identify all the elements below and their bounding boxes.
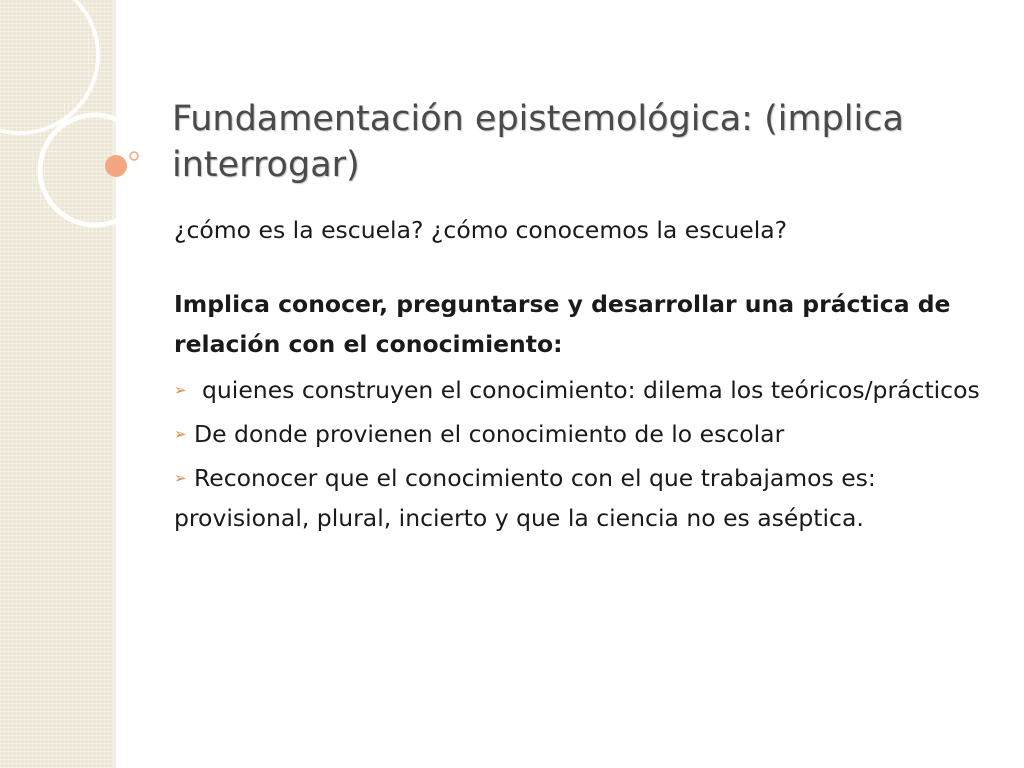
intro-question: ¿cómo es la escuela? ¿cómo conocemos la escuela? [174, 216, 788, 244]
arrow-bullet-icon: ➢ [174, 381, 187, 399]
arrow-bullet-icon: ➢ [174, 469, 187, 487]
side-panel-edge [112, 0, 116, 768]
slide-title: Fundamentación epistemológica: (implica interrogar) [172, 99, 904, 185]
bullet-text: Reconocer que el conocimiento con el que trabajamos es: provisional, plural, incierto y que la ciencia no es aséptica. [174, 464, 876, 532]
bullet-text: quienes construyen el conocimiento: dilema los teóricos/prácticos [202, 376, 980, 404]
bullet-item [174, 414, 1016, 454]
bold-statement: Implica conocer, preguntarse y desarrollar una práctica de relación con el conocimiento: [174, 290, 951, 358]
bullet-text: De donde provienen el conocimiento de lo escolar [194, 420, 785, 448]
small-ring-icon [130, 152, 138, 160]
slide-body [174, 210, 1016, 538]
side-panel [0, 0, 112, 768]
bullet-item [174, 458, 1016, 538]
arrow-bullet-icon: ➢ [174, 425, 187, 443]
bullet-item [174, 370, 1016, 410]
